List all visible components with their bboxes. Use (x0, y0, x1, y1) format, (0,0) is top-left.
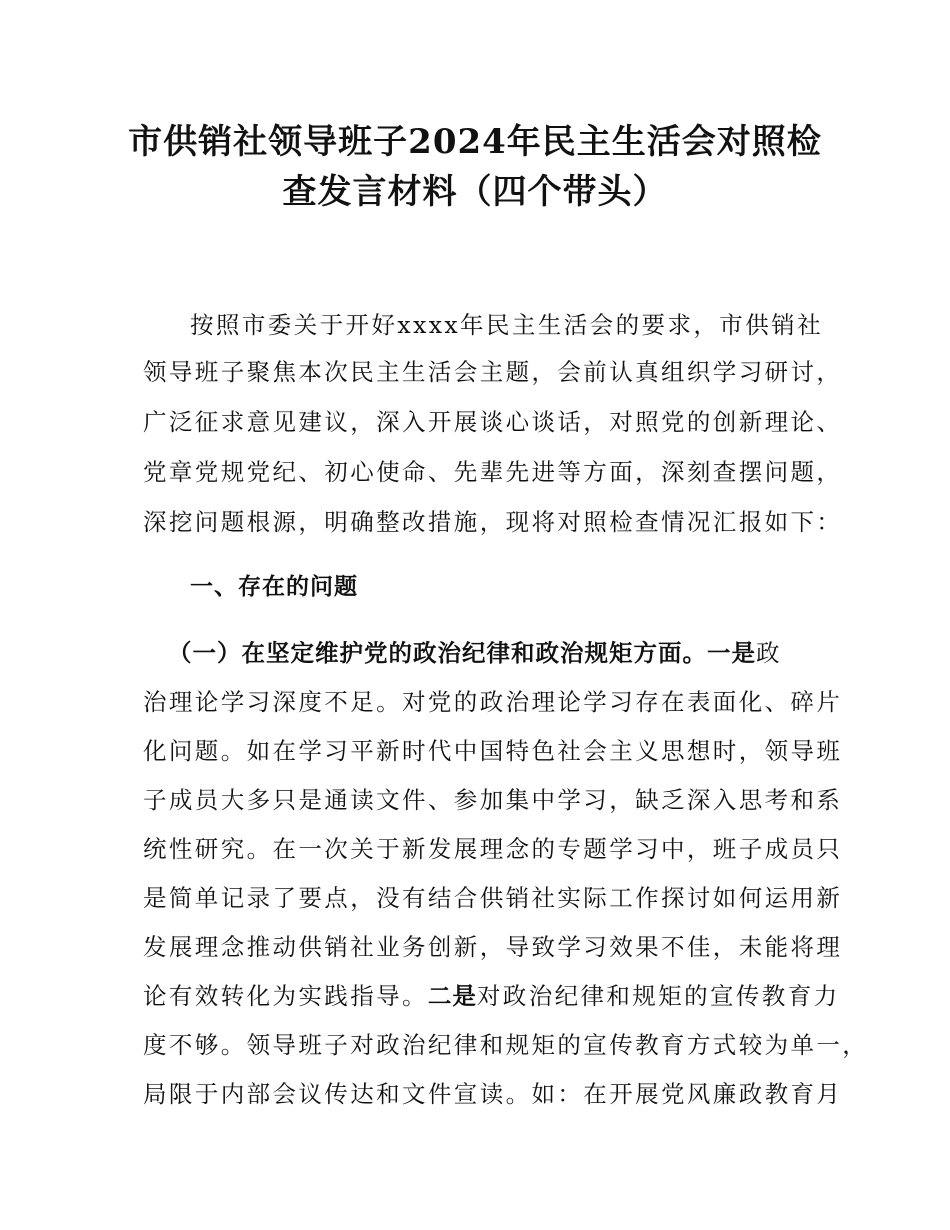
intro-line: 按照市委关于开好xxxx年民主生活会的要求，市供销社 (190, 311, 823, 339)
subsection-lead-bold: （一）在坚定维护党的政治纪律和政治规矩方面。一是 (168, 639, 756, 667)
paragraph-line: 发展理念推动供销社业务创新，导致学习效果不佳，未能将理 (143, 933, 843, 961)
intro-line: 广泛征求意见建议，深入开展谈心谈话，对照党的创新理论、 (143, 408, 843, 436)
paragraph-line: 度不够。领导班子对政治纪律和规矩的宣传教育方式较为单一， (143, 1031, 869, 1059)
paragraph-line: 是简单记录了要点，没有结合供销社实际工作探讨如何运用新 (143, 884, 843, 912)
paragraph-line-with-marker (143, 971, 840, 1021)
subsection-lead-normal: 政 (756, 639, 782, 667)
document-title-line-1: 市供销社领导班子2024年民主生活会对照检 (128, 122, 822, 162)
intro-line: 领导班子聚焦本次民主生活会主题，会前认真组织学习研讨， (143, 358, 843, 386)
paragraph-text: 论有效转化为实践指导。 (143, 982, 428, 1010)
paragraph-line: 化问题。如在学习平新时代中国特色社会主义思想时，领导班 (143, 737, 843, 765)
intro-line: 深挖问题根源，明确整改措施，现将对照检查情况汇报如下： (143, 508, 843, 536)
paragraph-line: 局限于内部会议传达和文件宣读。如：在开展党风廉政教育月 (143, 1080, 843, 1108)
subsection-first-line (168, 628, 823, 678)
paragraph-line: 统性研究。在一次关于新发展理念的专题学习中，班子成员只 (143, 835, 843, 863)
document-title-line-2: 查发言材料（四个带头） (282, 172, 668, 212)
section-heading: 一、存在的问题 (190, 574, 358, 600)
item-marker-bold: 二是 (427, 982, 477, 1010)
paragraph-line: 子成员大多只是通读文件、参加集中学习，缺乏深入思考和系 (143, 786, 843, 814)
intro-line: 党章党规党纪、初心使命、先辈先进等方面，深刻查摆问题， (143, 458, 843, 486)
paragraph-text: 对政治纪律和规矩的宣传教育力 (476, 982, 840, 1010)
paragraph-line: 治理论学习深度不足。对党的政治理论学习存在表面化、碎片 (143, 688, 843, 716)
